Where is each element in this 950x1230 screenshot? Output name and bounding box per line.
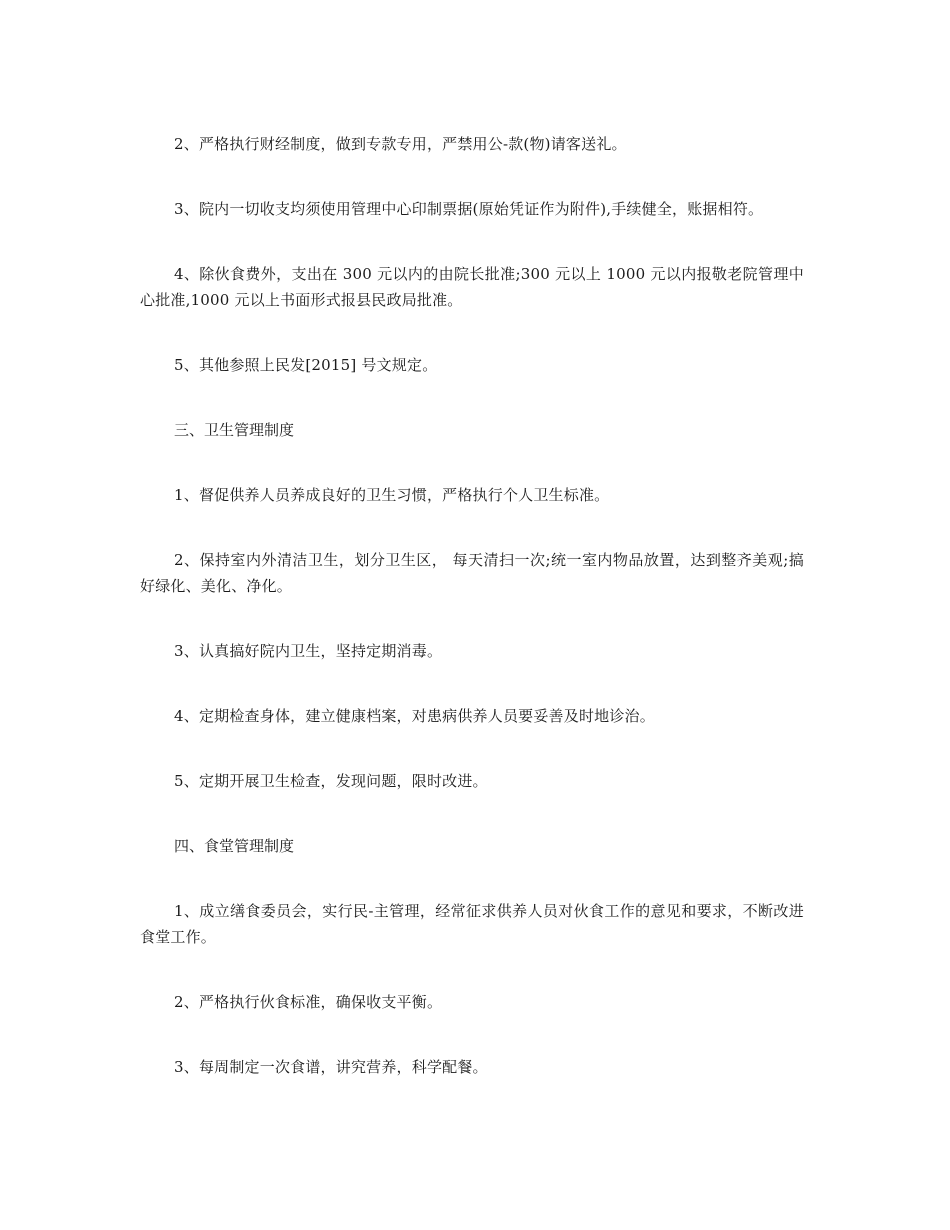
paragraph-finance-5: 5、其他参照上民发[2015] 号文规定。 [174,356,438,374]
paragraph-hygiene-3: 3、认真搞好院内卫生，坚持定期消毒。 [174,642,443,660]
paragraph-canteen-3: 3、每周制定一次食谱，讲究营养，科学配餐。 [174,1058,488,1076]
document-body [140,131,804,1119]
paragraph-hygiene-2: 2、保持室内外清洁卫生，划分卫生区， 每天清扫一次;统一室内物品放置，达到整齐美观;搞好绿化、美化、净化。 [140,551,804,595]
section-heading-canteen: 四、食堂管理制度 [174,837,295,855]
section-heading-hygiene: 三、卫生管理制度 [174,421,295,439]
paragraph-finance-3: 3、院内一切收支均须使用管理中心印制票据(原始凭证作为附件),手续健全，账据相符。 [174,200,764,218]
paragraph-finance-4: 4、除伙食费外，支出在 300 元以内的由院长批准;300 元以上 1000 元以内报敬老院管理中心批准,1000 元以上书面形式报县民政局批准。 [140,265,804,309]
paragraph-canteen-2: 2、严格执行伙食标准，确保收支平衡。 [174,993,443,1011]
paragraph-finance-2: 2、严格执行财经制度，做到专款专用，严禁用公-款(物)请客送礼。 [174,135,627,153]
paragraph-hygiene-4: 4、定期检查身体，建立健康档案，对患病供养人员要妥善及时地诊治。 [174,707,655,725]
paragraph-hygiene-5: 5、定期开展卫生检查，发现问题，限时改进。 [174,772,488,790]
paragraph-hygiene-1: 1、督促供养人员养成良好的卫生习惯，严格执行个人卫生标准。 [174,486,610,504]
paragraph-canteen-1: 1、成立缮食委员会，实行民-主管理，经常征求供养人员对伙食工作的意见和要求，不断改进食堂工作。 [140,902,804,946]
